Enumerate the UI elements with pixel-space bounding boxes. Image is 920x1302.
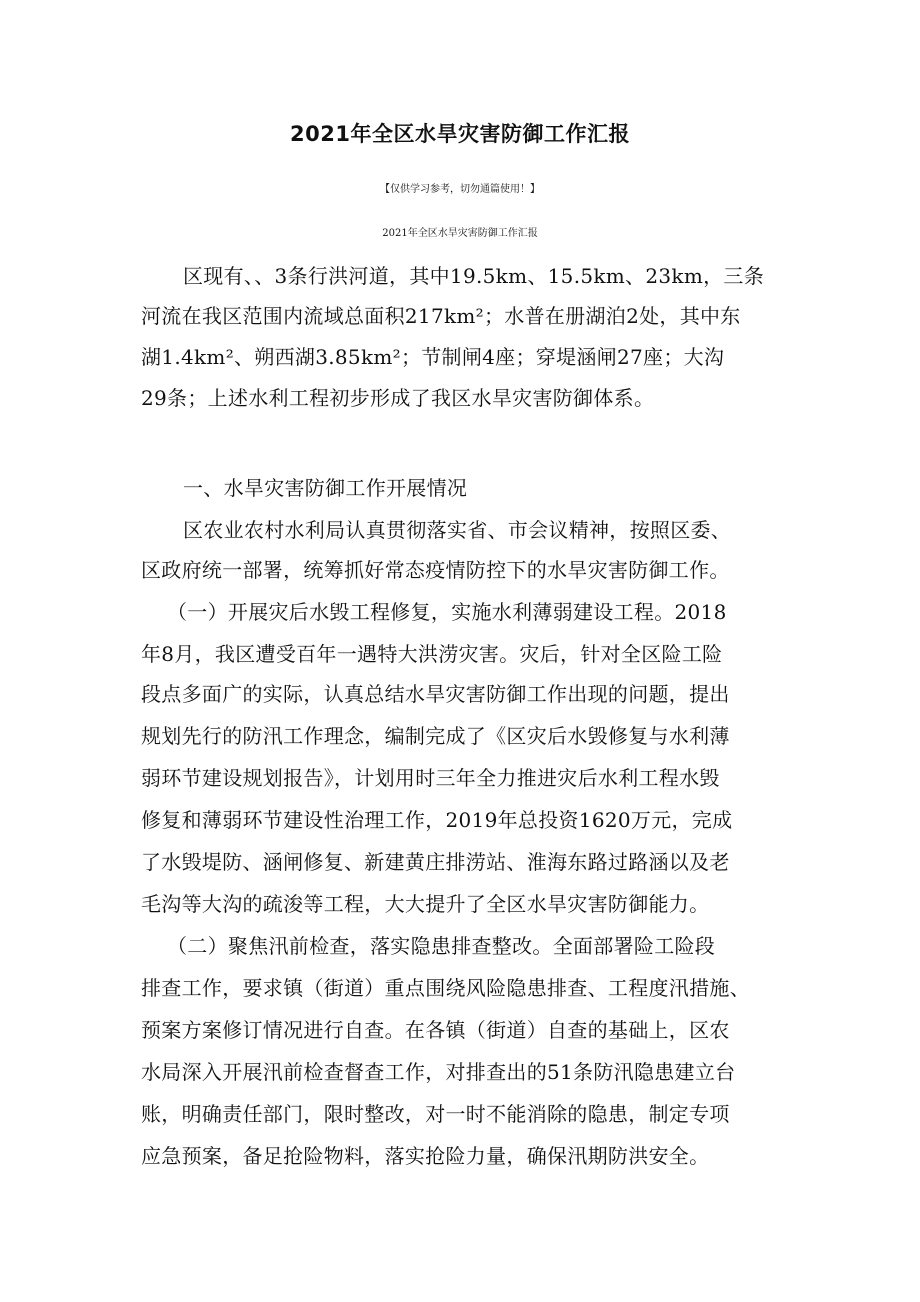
paragraph-line: 湖1.4km²、朔西湖3.85km²；节制闸4座；穿堤涵闸27座；大沟	[141, 345, 725, 369]
paragraph-line: 了水毁堤防、涵闸修复、新建黄庄排涝站、淮海东路过路涵以及老	[141, 850, 730, 874]
paragraph-line: 规划先行的防汛工作理念，编制完成了《区灾后水毁修复与水利薄	[141, 724, 730, 748]
paragraph-line: 区现有、、3条行洪河道，其中19.5km、15.5km、23km，三条	[183, 264, 764, 288]
paragraph-line: （二）聚焦汛前检查，落实隐患排查整改。全面部署险工险段	[167, 934, 716, 958]
usage-notice: 【仅供学习参考，切勿通篇使用！】	[380, 184, 540, 195]
paragraph-line: 弱环节建设规划报告》，计划用时三年全力推进灾后水利工程水毁	[141, 766, 720, 790]
section-heading: 一、水旱灾害防御工作开展情况	[183, 476, 468, 500]
paragraph-line: 毛沟等大沟的疏浚等工程，大大提升了全区水旱灾害防御能力。	[141, 892, 710, 916]
paragraph-line: 应急预案，备足抢险物料，落实抢险力量，确保汛期防洪安全。	[141, 1144, 710, 1168]
paragraph-line: 区农业农村水利局认真贯彻落实省、市会议精神，按照区委、	[183, 518, 732, 542]
paragraph-line: 区政府统一部署，统筹抓好常态疫情防控下的水旱灾害防御工作。	[141, 558, 730, 582]
paragraph-line: 年8月，我区遭受百年一遇特大洪涝灾害。灾后，针对全区险工险	[141, 642, 723, 666]
paragraph-line: 排查工作，要求镇（街道）重点围绕风险隐患排查、工程度汛措施、	[141, 976, 750, 1000]
paragraph-line: 29条；上述水利工程初步形成了我区水旱灾害防御体系。	[141, 386, 655, 410]
paragraph-line: 水局深入开展汛前检查督查工作，对排查出的51条防汛隐患建立台	[141, 1060, 736, 1084]
paragraph-line: 预案方案修订情况进行自查。在各镇（街道）自查的基础上，区农	[141, 1018, 730, 1042]
paragraph-line: 账，明确责任部门，限时整改，对一时不能消除的隐患，制定专项	[141, 1102, 730, 1126]
paragraph-line: 修复和薄弱环节建设性治理工作，2019年总投资1620万元，完成	[141, 808, 733, 832]
paragraph-line: （一）开展灾后水毁工程修复，实施水利薄弱建设工程。2018	[167, 600, 727, 624]
paragraph-line: 段点多面广的实际，认真总结水旱灾害防御工作出现的问题，提出	[141, 682, 730, 706]
document-subtitle: 2021年全区水旱灾害防御工作汇报	[382, 228, 538, 239]
paragraph-line: 河流在我区范围内流域总面积217km²；水普在册湖泊2处，其中东	[141, 304, 741, 328]
document-title: 2021年全区水旱灾害防御工作汇报	[290, 122, 630, 146]
